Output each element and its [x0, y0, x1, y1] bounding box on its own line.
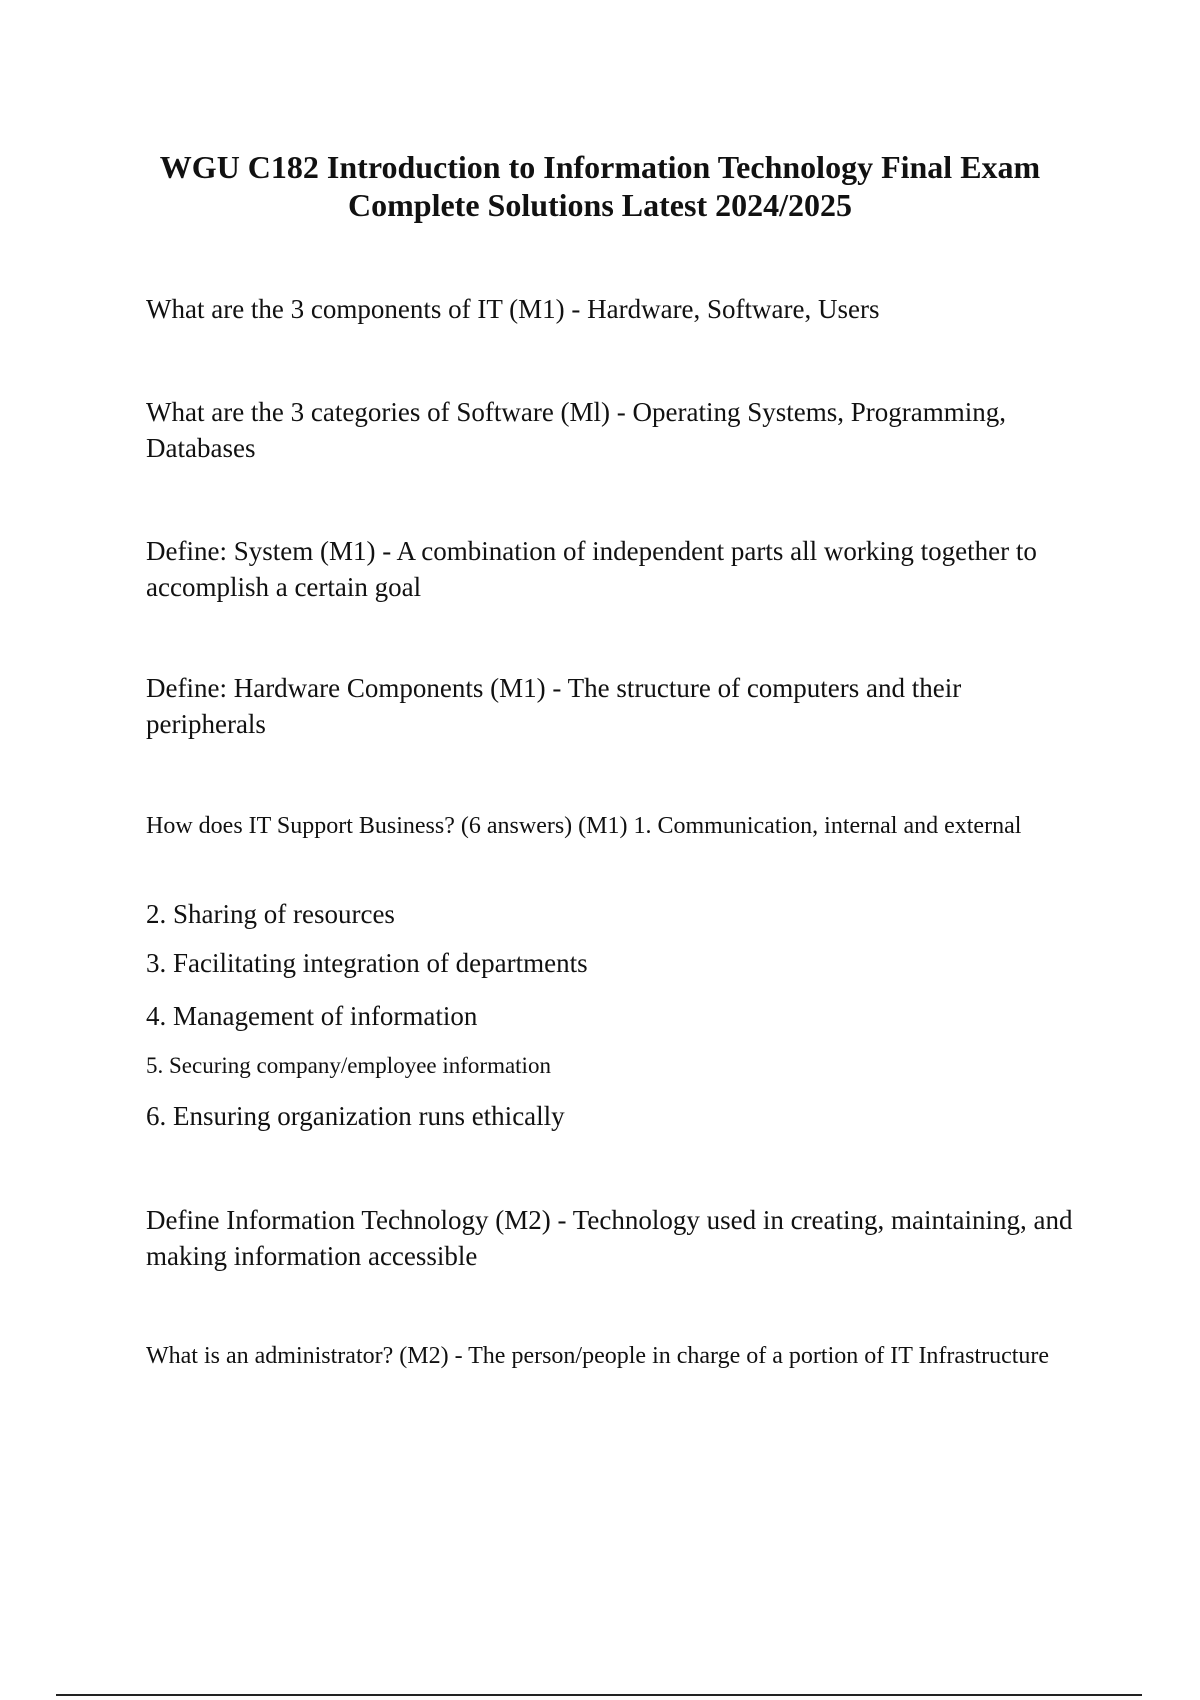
- list-item-ethics: 6. Ensuring organization runs ethically: [146, 1101, 565, 1131]
- qa-entry-define-it: Define Information Technology (M2) - Technology used in creating, maintaining, and making information accessible: [146, 1205, 1073, 1271]
- list-item-sharing: 2. Sharing of resources: [146, 899, 395, 929]
- list-item-securing: 5. Securing company/employee information: [146, 1053, 551, 1078]
- qa-entry-system: Define: System (M1) - A combination of independent parts all working together to accomplish a certain goal: [146, 536, 1037, 602]
- document-title: [0, 148, 1200, 224]
- title-line-1: WGU C182 Introduction to Information Technology Final Exam: [159, 149, 1041, 185]
- qa-entry-it-components: What are the 3 components of IT (M1) - Hardware, Software, Users: [146, 294, 880, 324]
- title-line-2: Complete Solutions Latest 2024/2025: [348, 187, 852, 223]
- qa-entry-software-categories: What are the 3 categories of Software (Ml) - Operating Systems, Programming, Databases: [146, 397, 1007, 463]
- footer-divider: [56, 1694, 1142, 1696]
- list-item-integration: 3. Facilitating integration of departments: [146, 948, 588, 978]
- list-item-management: 4. Management of information: [146, 1001, 478, 1031]
- qa-entry-administrator: What is an administrator? (M2) - The person/people in charge of a portion of IT Infrastructure: [146, 1343, 1050, 1369]
- qa-entry-it-support-business: How does IT Support Business? (6 answers) (M1) 1. Communication, internal and external: [146, 813, 1022, 839]
- qa-entry-hardware-components: Define: Hardware Components (M1) - The structure of computers and their peripherals: [146, 673, 962, 739]
